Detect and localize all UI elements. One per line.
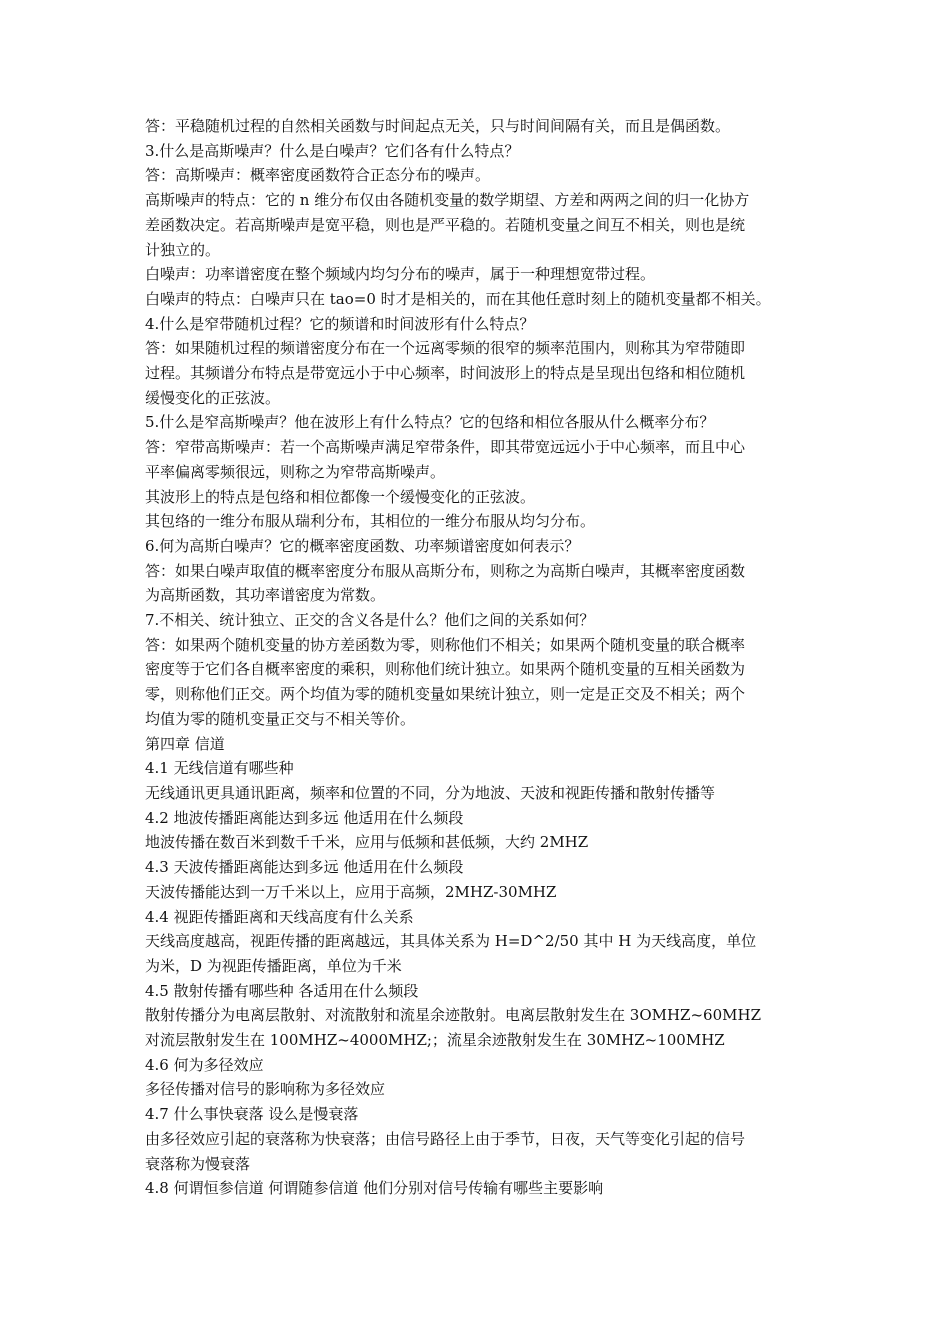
text-line: 缓慢变化的正弦波。 — [145, 388, 281, 407]
text-line: 高斯噪声的特点：它的 n 维分布仅由各随机变量的数学期望、方差和两两之间的归一化协方 — [145, 191, 750, 210]
text-line: 白噪声的特点：白噪声只在 tao=0 时才是相关的，而在其他任意时刻上的随机变量都不相关。 — [145, 289, 771, 308]
text-line: 答：如果随机过程的频谱密度分布在一个远离零频的很窄的频率范围内，则称其为窄带随即 — [145, 339, 746, 358]
text-line: 为高斯函数，其功率谱密度为常数。 — [145, 586, 386, 605]
text-line: 其波形上的特点是包络和相位都像一个缓慢变化的正弦波。 — [145, 487, 536, 506]
question-heading: 4.7 什么事快衰落 设么是慢衰落 — [145, 1105, 359, 1124]
question-heading: 3.什么是高斯噪声？什么是白噪声？它们各有什么特点？ — [145, 141, 520, 160]
text-line: 天波传播能达到一万千米以上，应用于高频，2MHZ-30MHZ — [145, 882, 557, 901]
question-heading: 4.8 何谓恒参信道 何谓随参信道 他们分别对信号传输有哪些主要影响 — [145, 1179, 604, 1198]
text-line: 为米，D 为视距传播距离，单位为千米 — [145, 956, 402, 975]
text-line: 由多径效应引起的衰落称为快衰落；由信号路径上由于季节，日夜，天气等变化引起的信号 — [145, 1129, 746, 1148]
question-heading: 4.5 散射传播有哪些种 各适用在什么频段 — [145, 981, 419, 1000]
question-heading: 4.1 无线信道有哪些种 — [145, 759, 294, 778]
text-line: 过程。其频谱分布特点是带宽远小于中心频率，时间波形上的特点是呈现出包络和相位随机 — [145, 364, 746, 383]
question-heading: 4.2 地波传播距离能达到多远 他适用在什么频段 — [145, 808, 464, 827]
text-line: 答：如果两个随机变量的协方差函数为零，则称他们不相关；如果两个随机变量的联合概率 — [145, 635, 746, 654]
text-line: 零，则称他们正交。两个均值为零的随机变量如果统计独立，则一定是正交及不相关；两个 — [145, 685, 746, 704]
question-heading: 4.4 视距传播距离和天线高度有什么关系 — [145, 907, 414, 926]
text-line: 计独立的。 — [145, 240, 221, 259]
text-line: 密度等于它们各自概率密度的乘积，则称他们统计独立。如果两个随机变量的互相关函数为 — [145, 660, 746, 679]
question-heading: 7.不相关、统计独立、正交的含义各是什么？他们之间的关系如何？ — [145, 611, 595, 630]
text-line: 地波传播在数百米到数千千米，应用与低频和甚低频，大约 2MHZ — [145, 833, 589, 852]
question-heading: 4.3 天波传播距离能达到多远 他适用在什么频段 — [145, 858, 464, 877]
question-heading: 5.什么是窄高斯噪声？他在波形上有什么特点？它的包络和相位各服从什么概率分布？ — [145, 413, 715, 432]
question-heading: 6.何为高斯白噪声？它的概率密度函数、功率频谱密度如何表示？ — [145, 536, 580, 555]
document-page — [145, 114, 815, 1201]
text-line: 答：高斯噪声：概率密度函数符合正态分布的噪声。 — [145, 166, 491, 185]
text-line: 答：如果白噪声取值的概率密度分布服从高斯分布，则称之为高斯白噪声，其概率密度函数 — [145, 561, 746, 580]
text-line: 无线通讯更具通讯距离，频率和位置的不同，分为地波、天波和视距传播和散射传播等 — [145, 783, 716, 802]
question-heading: 4.什么是窄带随机过程？它的频谱和时间波形有什么特点？ — [145, 314, 535, 333]
text-line: 差函数决定。若高斯噪声是宽平稳，则也是严平稳的。若随机变量之间互不相关，则也是统 — [145, 215, 746, 234]
chapter-heading: 第四章 信道 — [145, 734, 225, 753]
text-line: 其包络的一维分布服从瑞利分布，其相位的一维分布服从均匀分布。 — [145, 512, 596, 531]
text-line: 多径传播对信号的影响称为多径效应 — [145, 1080, 386, 1099]
text-line: 答：窄带高斯噪声：若一个高斯噪声满足窄带条件，即其带宽远远小于中心频率，而且中心 — [145, 438, 746, 457]
question-heading: 4.6 何为多径效应 — [145, 1055, 264, 1074]
text-line: 对流层散射发生在 100MHZ~4000MHZ;；流星余迹散射发生在 30MHZ~100MHZ — [145, 1031, 725, 1050]
text-line: 平率偏离零频很远，则称之为窄带高斯噪声。 — [145, 462, 446, 481]
text-line: 衰落称为慢衰落 — [145, 1154, 251, 1173]
text-line: 天线高度越高，视距传播的距离越远，其具体关系为 H=D^2/50 其中 H 为天线高度，单位 — [145, 932, 757, 951]
text-line: 散射传播分为电离层散射、对流散射和流星余迹散射。电离层散射发生在 3OMHZ~60MHZ — [145, 1006, 761, 1025]
text-line: 白噪声：功率谱密度在整个频域内均匀分布的噪声，属于一种理想宽带过程。 — [145, 265, 656, 284]
text-line: 均值为零的随机变量正交与不相关等价。 — [145, 709, 416, 728]
text-line: 答：平稳随机过程的自然相关函数与时间起点无关，只与时间间隔有关，而且是偶函数。 — [145, 117, 731, 135]
